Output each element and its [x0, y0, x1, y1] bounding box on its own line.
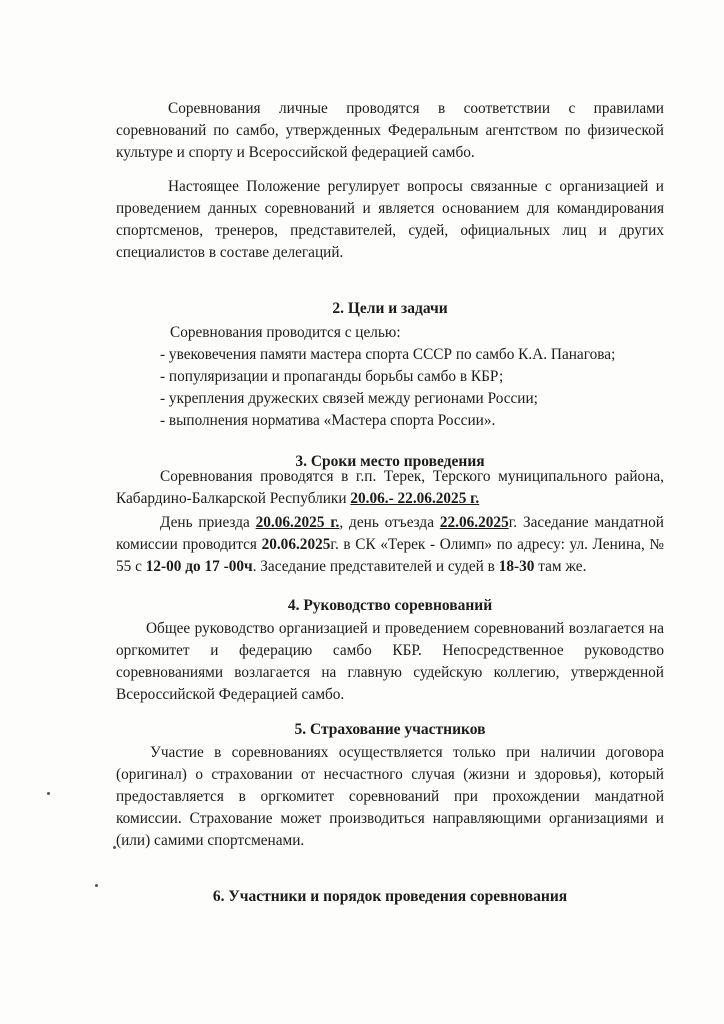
venue-paragraph — [116, 466, 664, 510]
commission-date: 20.06.2025 — [261, 536, 331, 553]
section-2-heading: 2. Цели и задачи — [332, 300, 448, 317]
meeting-place: там же. — [534, 558, 587, 575]
section-4-heading: 4. Руководство соревнований — [287, 597, 493, 614]
address-text: г. в СК «Терек - Олимп» по адресу: ул. Ленина, № 55 с — [116, 536, 664, 575]
venue-text: Соревнования проводятся в г.п. Терек, Терского муниципального района, Кабардино-Балкарской Республики — [116, 468, 664, 507]
scan-speck — [113, 846, 116, 849]
meeting-time: 18-30 — [498, 558, 535, 575]
scan-speck — [95, 884, 98, 887]
goal-item-2: - популяризации и пропаганды борьбы самбо в КБР; — [160, 368, 504, 385]
goal-item-1: - увековечения памяти мастера спорта СССР по самбо К.А. Панагова; — [160, 346, 616, 363]
intro-paragraph-1: Соревнования личные проводятся в соответствии с правилами соревнований по самбо, утвержденных Федеральным агентством по физической культуре и спорту и Всероссийской федерацией самбо. — [116, 100, 664, 161]
arrival-date: 20.06.2025 г. — [255, 514, 340, 531]
section-5-body — [116, 742, 664, 852]
section-6-heading: 6. Участники и порядок проведения соревнования — [212, 888, 568, 905]
scan-speck — [47, 792, 50, 795]
competition-dates: 20.06.- 22.06.2025 г. — [350, 490, 480, 507]
commission-hours: 12-00 до 17 -00ч — [145, 558, 253, 575]
section-2-intro: Соревнования проводится с целью: — [170, 324, 401, 341]
commission-text: г. Заседание мандатной комиссии проводится — [116, 514, 664, 553]
meeting-text: . Заседание представителей и судей в — [252, 558, 499, 575]
goal-item-4: - выполнения норматива «Мастера спорта России». — [160, 412, 496, 429]
departure-label: , день отъезда — [339, 514, 440, 531]
section-3-body — [116, 466, 664, 578]
insurance-paragraph: Участие в соревнованиях осуществляется только при наличии договора (оригинал) о страховании от несчастного случая (жизни и здоровья), который предоставляется в оргкомитет соревнований при прохождении мандатной комиссии. Страхование может производиться направляющими организациями и (или) самими спортсменами. — [116, 744, 664, 849]
intro-section — [116, 98, 664, 264]
intro-paragraph-2: Настоящее Положение регулирует вопросы связанные с организацией и проведением данных соревнований и является основанием для командирования спортсменов, тренеров, представителей, судей, официальных лиц и других специалистов в составе делегаций. — [116, 178, 664, 261]
section-3-heading: 3. Сроки место проведения — [295, 453, 485, 470]
management-paragraph: Общее руководство организацией и проведением соревнований возлагается на оргкомитет и федерацию самбо КБР. Непосредственное руководство соревнованиями возлагается на главную судейскую коллегию, утвержденной Всероссийской Федерацией самбо. — [116, 620, 664, 703]
departure-date: 22.06.2025 — [439, 514, 509, 531]
section-4-body — [116, 618, 664, 706]
section-2-body — [116, 322, 664, 432]
schedule-paragraph — [116, 512, 664, 578]
goal-item-3: - укрепления дружеских связей между регионами России; — [160, 390, 538, 407]
arrival-label: День приезда — [160, 514, 256, 531]
section-5-heading: 5. Страхование участников — [294, 721, 486, 738]
